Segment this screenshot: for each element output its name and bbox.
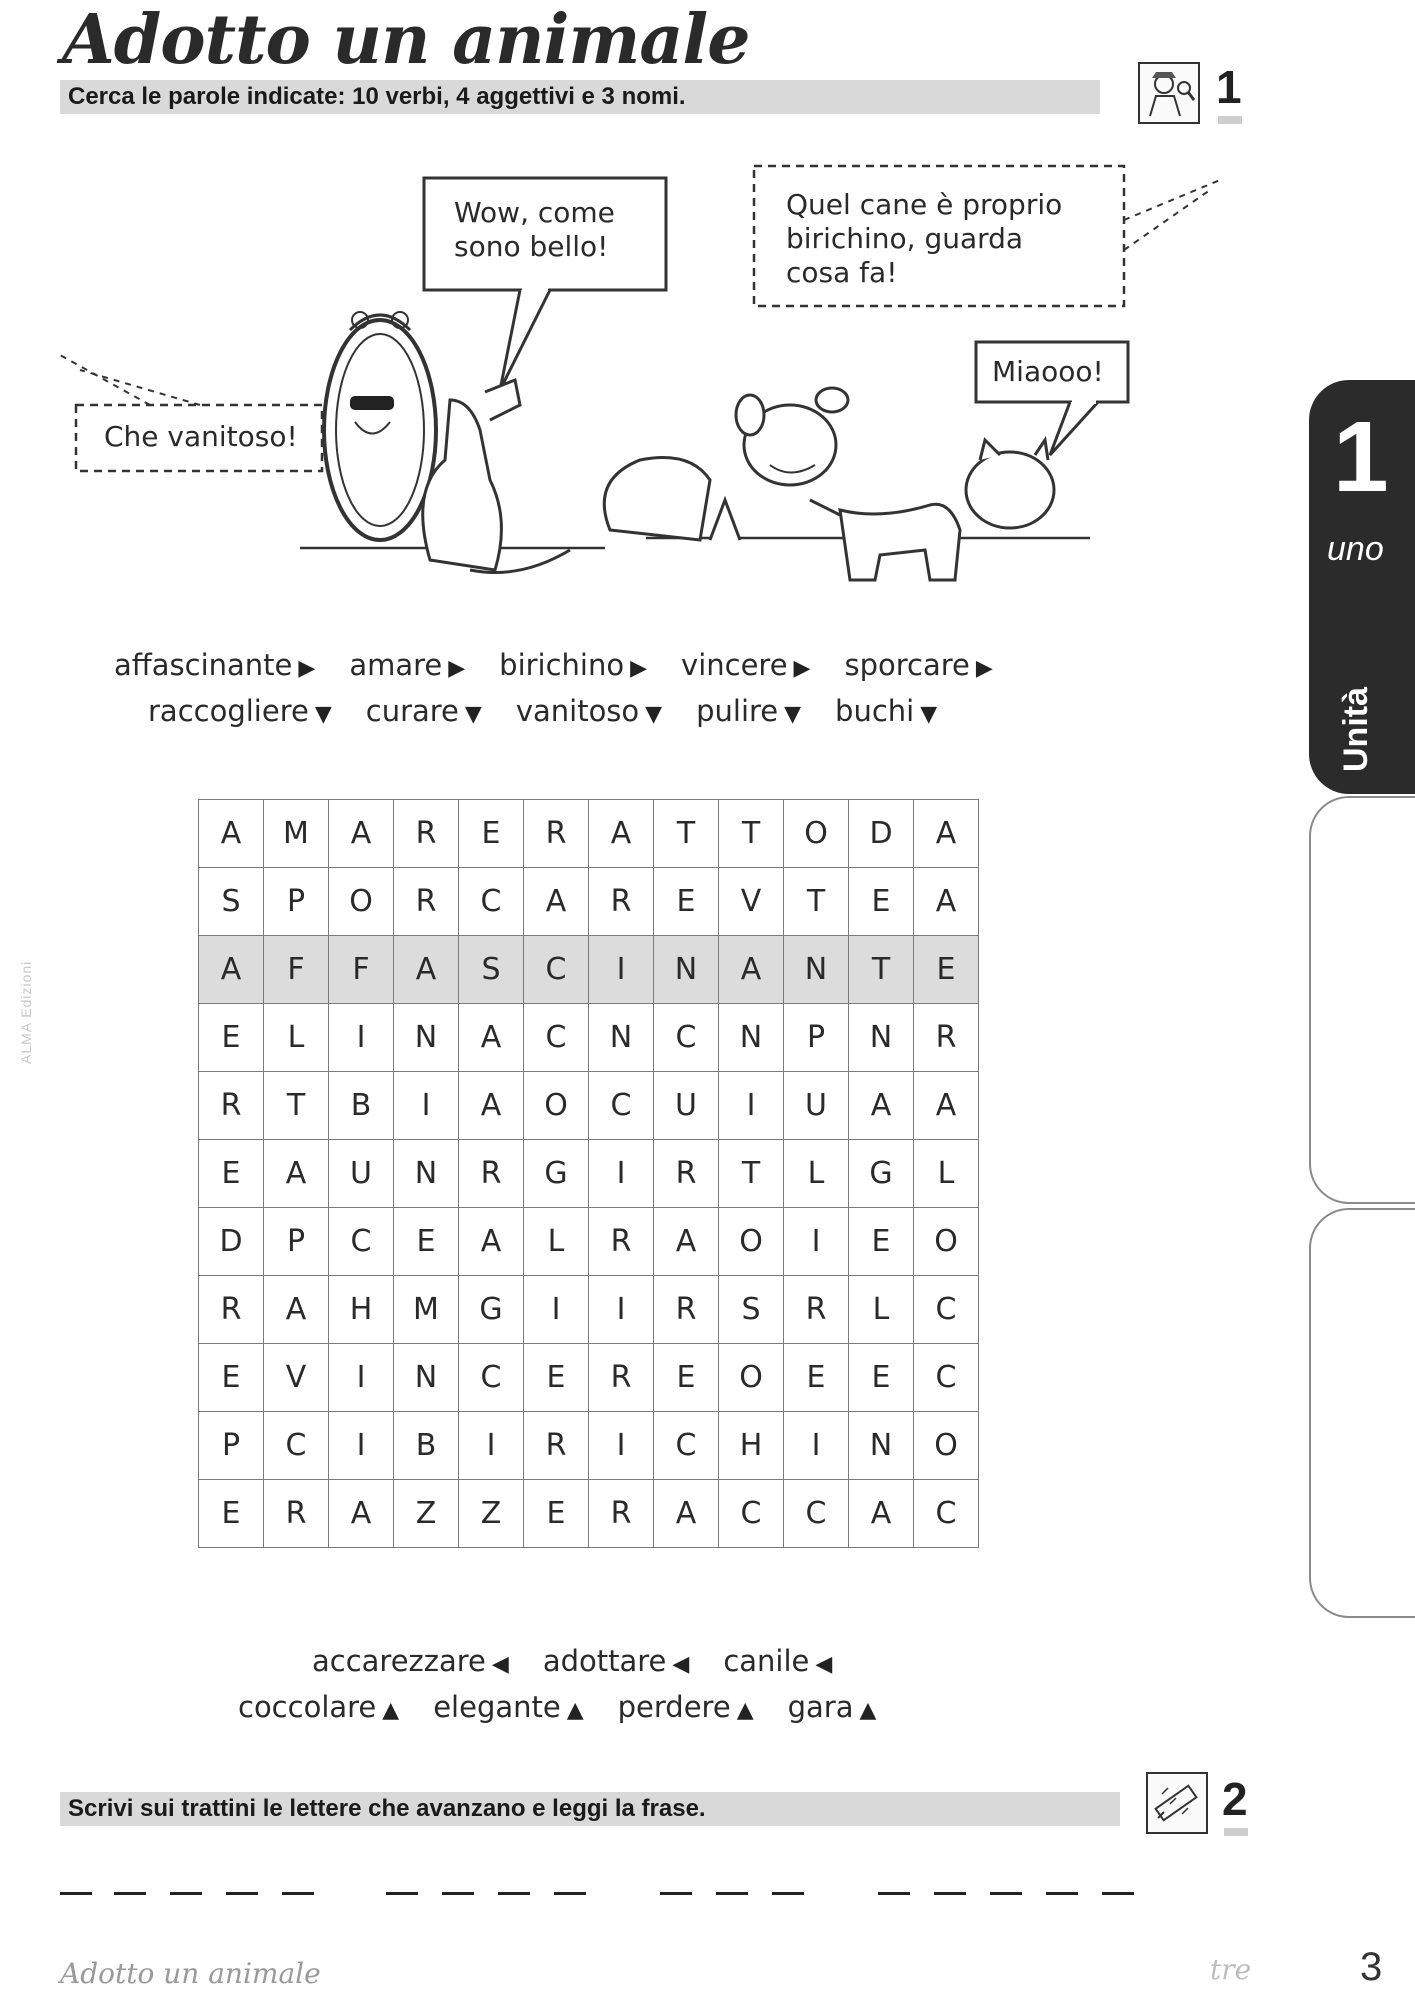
unit-tab-word: uno <box>1327 530 1384 568</box>
arrow-up-icon: ▲ <box>566 1698 584 1723</box>
arrow-left-icon: ◀ <box>491 1652 509 1677</box>
grid-cell[interactable]: F <box>264 936 329 1004</box>
grid-cell[interactable]: E <box>199 1004 264 1072</box>
grid-cell[interactable]: D <box>849 800 914 868</box>
grid-cell[interactable]: O <box>329 868 394 936</box>
grid-cell[interactable]: C <box>524 936 589 1004</box>
bubble-vain-text: Che vanitoso! <box>104 420 298 453</box>
grid-cell[interactable]: I <box>329 1344 394 1412</box>
grid-cell[interactable]: I <box>589 1412 654 1480</box>
grid-cell[interactable]: A <box>524 868 589 936</box>
grid-cell[interactable]: B <box>394 1412 459 1480</box>
arrow-up-icon: ▲ <box>736 1698 754 1723</box>
grid-row <box>199 1072 979 1140</box>
grid-cell[interactable]: I <box>589 1140 654 1208</box>
arrow-down-icon: ▼ <box>920 702 938 727</box>
arrow-right-icon: ▶ <box>298 656 316 681</box>
grid-cell[interactable]: A <box>914 800 979 868</box>
grid-cell[interactable]: H <box>719 1412 784 1480</box>
grid-cell[interactable]: A <box>849 1480 914 1548</box>
grid-cell[interactable]: O <box>784 800 849 868</box>
grid-cell[interactable]: N <box>849 1412 914 1480</box>
grid-row <box>199 1004 979 1072</box>
page-title: Adotto un animale <box>62 0 750 80</box>
grid-cell[interactable]: P <box>264 1208 329 1276</box>
answer-dash[interactable] <box>170 1892 202 1895</box>
grid-cell[interactable]: T <box>719 1140 784 1208</box>
grid-cell[interactable]: N <box>654 936 719 1004</box>
grid-cell[interactable]: R <box>589 1208 654 1276</box>
unit-tab-label: Unità <box>1337 687 1375 772</box>
word-curare: curare <box>365 694 459 728</box>
grid-cell[interactable]: R <box>589 1480 654 1548</box>
grid-cell[interactable]: E <box>849 1344 914 1412</box>
grid-cell[interactable]: A <box>199 800 264 868</box>
grid-cell[interactable]: C <box>329 1208 394 1276</box>
bubble-dog-text: Quel cane è proprio birichino, guarda cosa fa! <box>786 188 1063 289</box>
grid-cell[interactable]: T <box>654 800 719 868</box>
grid-cell[interactable]: N <box>589 1004 654 1072</box>
grid-cell[interactable]: L <box>784 1140 849 1208</box>
word-buchi: buchi <box>835 694 915 728</box>
word-vincere: vincere <box>681 648 788 682</box>
grid-cell[interactable]: N <box>849 1004 914 1072</box>
arrow-up-icon: ▲ <box>859 1698 877 1723</box>
grid-cell[interactable]: C <box>524 1004 589 1072</box>
grid-cell[interactable]: A <box>654 1208 719 1276</box>
grid-row <box>199 1344 979 1412</box>
grid-cell[interactable]: T <box>719 800 784 868</box>
grid-cell[interactable]: E <box>199 1480 264 1548</box>
arrow-left-icon: ◀ <box>672 1652 690 1677</box>
grid-cell[interactable]: I <box>329 1412 394 1480</box>
grid-cell[interactable]: L <box>914 1140 979 1208</box>
grid-cell[interactable]: E <box>784 1344 849 1412</box>
grid-cell[interactable]: I <box>329 1004 394 1072</box>
grid-cell[interactable]: G <box>459 1276 524 1344</box>
grid-cell[interactable]: E <box>654 868 719 936</box>
grid-cell[interactable]: R <box>394 800 459 868</box>
word-pulire: pulire <box>696 694 779 728</box>
grid-cell[interactable]: R <box>914 1004 979 1072</box>
grid-cell[interactable]: A <box>264 1276 329 1344</box>
grid-cell[interactable]: A <box>589 800 654 868</box>
grid-cell[interactable]: R <box>654 1140 719 1208</box>
grid-cell[interactable]: R <box>524 800 589 868</box>
grid-cell[interactable]: N <box>784 936 849 1004</box>
grid-cell[interactable]: C <box>264 1412 329 1480</box>
grid-cell[interactable]: R <box>394 868 459 936</box>
unit-tab-number: 1 <box>1333 401 1389 513</box>
grid-row <box>199 936 979 1004</box>
grid-cell[interactable]: L <box>849 1276 914 1344</box>
grid-cell[interactable]: I <box>719 1072 784 1140</box>
arrow-up-icon: ▲ <box>382 1698 400 1723</box>
word-raccogliere: raccogliere <box>148 694 309 728</box>
grid-cell[interactable]: R <box>459 1140 524 1208</box>
answer-dash[interactable] <box>498 1892 530 1895</box>
grid-cell[interactable]: N <box>394 1140 459 1208</box>
grid-cell[interactable]: N <box>719 1004 784 1072</box>
grid-row <box>199 800 979 868</box>
grid-cell[interactable]: T <box>784 868 849 936</box>
grid-cell[interactable]: E <box>524 1480 589 1548</box>
grid-cell[interactable]: V <box>719 868 784 936</box>
word-search-grid <box>198 799 979 1548</box>
grid-cell[interactable]: P <box>784 1004 849 1072</box>
answer-dash[interactable] <box>934 1892 966 1895</box>
bubble-cat-text: Miaooo! <box>992 355 1104 388</box>
exercise-2-number-bar <box>1224 1828 1248 1836</box>
grid-cell[interactable]: M <box>394 1276 459 1344</box>
exercise-2-instruction: Scrivi sui trattini le lettere che avanzano e leggi la frase. <box>60 1792 1120 1826</box>
grid-cell[interactable]: E <box>524 1344 589 1412</box>
grid-cell[interactable]: R <box>524 1412 589 1480</box>
grid-cell[interactable]: C <box>914 1344 979 1412</box>
grid-cell[interactable]: A <box>459 1208 524 1276</box>
answer-dash[interactable] <box>226 1892 258 1895</box>
pencil-icon <box>1146 1772 1208 1834</box>
word-gara: gara <box>787 1690 854 1724</box>
grid-cell[interactable]: A <box>329 1480 394 1548</box>
grid-cell[interactable]: P <box>199 1412 264 1480</box>
grid-cell[interactable]: I <box>784 1208 849 1276</box>
grid-cell[interactable]: E <box>914 936 979 1004</box>
grid-cell[interactable]: L <box>264 1004 329 1072</box>
footer-title: Adotto un animale <box>60 1957 321 1990</box>
word-adottare: adottare <box>542 1644 667 1678</box>
grid-cell[interactable]: A <box>264 1140 329 1208</box>
answer-dash[interactable] <box>60 1892 92 1895</box>
grid-cell[interactable]: L <box>524 1208 589 1276</box>
word-list-bottom-row2 <box>238 1690 910 1724</box>
grid-cell[interactable]: I <box>589 1276 654 1344</box>
grid-cell[interactable]: E <box>849 1208 914 1276</box>
grid-cell[interactable]: I <box>459 1412 524 1480</box>
grid-cell[interactable]: C <box>914 1480 979 1548</box>
word-amare: amare <box>349 648 443 682</box>
arrow-right-icon: ▶ <box>630 656 648 681</box>
grid-cell[interactable]: C <box>459 1344 524 1412</box>
grid-cell[interactable]: P <box>264 868 329 936</box>
grid-cell[interactable]: R <box>784 1276 849 1344</box>
grid-cell[interactable]: N <box>394 1344 459 1412</box>
grid-cell[interactable]: O <box>914 1412 979 1480</box>
answer-dash[interactable] <box>282 1892 314 1895</box>
page-number: 3 <box>1360 1945 1383 1989</box>
mirror <box>324 312 436 540</box>
answer-dash[interactable] <box>386 1892 418 1895</box>
grid-cell[interactable]: R <box>589 1344 654 1412</box>
answer-dash[interactable] <box>1102 1892 1134 1895</box>
word-list-top-row2 <box>148 694 971 728</box>
grid-cell[interactable]: I <box>784 1412 849 1480</box>
arrow-down-icon: ▼ <box>784 702 802 727</box>
grid-cell[interactable]: S <box>199 868 264 936</box>
grid-cell[interactable]: A <box>849 1072 914 1140</box>
exercise-1-instruction: Cerca le parole indicate: 10 verbi, 4 aggettivi e 3 nomi. <box>60 80 1100 114</box>
grid-cell[interactable]: V <box>264 1344 329 1412</box>
arrow-down-icon: ▼ <box>464 702 482 727</box>
grid-cell[interactable]: U <box>784 1072 849 1140</box>
grid-cell[interactable]: E <box>849 868 914 936</box>
dog-mirror <box>423 380 570 573</box>
arrow-right-icon: ▶ <box>448 656 466 681</box>
grid-cell[interactable]: Z <box>459 1480 524 1548</box>
grid-cell[interactable]: B <box>329 1072 394 1140</box>
grid-cell[interactable]: A <box>914 868 979 936</box>
grid-cell[interactable]: R <box>589 868 654 936</box>
empty-tab-2[interactable] <box>1309 1208 1415 1618</box>
grid-cell[interactable]: E <box>199 1140 264 1208</box>
grid-cell[interactable]: E <box>654 1344 719 1412</box>
arrow-right-icon: ▶ <box>975 656 993 681</box>
grid-cell[interactable]: C <box>459 868 524 936</box>
grid-cell[interactable]: I <box>394 1072 459 1140</box>
grid-cell[interactable]: T <box>849 936 914 1004</box>
grid-cell[interactable]: A <box>719 936 784 1004</box>
answer-dash[interactable] <box>554 1892 586 1895</box>
grid-cell[interactable]: H <box>329 1276 394 1344</box>
grid-cell[interactable]: F <box>329 936 394 1004</box>
grid-cell[interactable]: A <box>654 1480 719 1548</box>
grid-cell[interactable]: C <box>654 1004 719 1072</box>
answer-dash[interactable] <box>442 1892 474 1895</box>
word-elegante: elegante <box>433 1690 561 1724</box>
answer-dash[interactable] <box>114 1892 146 1895</box>
grid-cell[interactable]: Z <box>394 1480 459 1548</box>
arrow-left-icon: ◀ <box>815 1652 833 1677</box>
grid-cell[interactable]: A <box>329 800 394 868</box>
grid-cell[interactable]: E <box>459 800 524 868</box>
grid-cell[interactable]: N <box>394 1004 459 1072</box>
word-coccolare: coccolare <box>238 1690 377 1724</box>
grid-cell[interactable]: T <box>264 1072 329 1140</box>
grid-cell[interactable]: O <box>719 1344 784 1412</box>
arrow-right-icon: ▶ <box>793 656 811 681</box>
grid-row <box>199 1480 979 1548</box>
dog-cat-scene <box>604 388 1054 580</box>
grid-row <box>199 1276 979 1344</box>
grid-cell[interactable]: R <box>199 1072 264 1140</box>
grid-cell[interactable]: M <box>264 800 329 868</box>
grid-cell[interactable]: G <box>524 1140 589 1208</box>
grid-cell[interactable]: C <box>914 1276 979 1344</box>
grid-cell[interactable]: E <box>394 1208 459 1276</box>
grid-cell[interactable]: C <box>654 1412 719 1480</box>
grid-cell[interactable]: C <box>719 1480 784 1548</box>
grid-row <box>199 1412 979 1480</box>
word-list-top-row1 <box>114 648 1027 682</box>
grid-cell[interactable]: A <box>459 1004 524 1072</box>
word-sporcare: sporcare <box>844 648 970 682</box>
exercise-1-number: 1 <box>1216 61 1242 113</box>
answer-dash[interactable] <box>772 1892 804 1895</box>
word-birichino: birichino <box>499 648 625 682</box>
answer-dash[interactable] <box>716 1892 748 1895</box>
grid-cell[interactable]: R <box>654 1276 719 1344</box>
grid-cell[interactable]: C <box>784 1480 849 1548</box>
grid-cell[interactable]: S <box>459 936 524 1004</box>
grid-cell[interactable]: S <box>719 1276 784 1344</box>
word-list-bottom-row1 <box>312 1644 866 1678</box>
grid-cell[interactable]: O <box>524 1072 589 1140</box>
empty-tab-1[interactable] <box>1309 796 1415 1204</box>
word-perdere: perdere <box>617 1690 731 1724</box>
grid-cell[interactable]: U <box>329 1140 394 1208</box>
grid-cell[interactable]: R <box>264 1480 329 1548</box>
word-accarezzare: accarezzare <box>312 1644 486 1678</box>
footer-page-word: tre <box>1210 1953 1252 1986</box>
grid-cell[interactable]: G <box>849 1140 914 1208</box>
grid-cell[interactable]: O <box>719 1208 784 1276</box>
grid-row <box>199 1140 979 1208</box>
grid-cell[interactable]: A <box>199 936 264 1004</box>
answer-dash[interactable] <box>660 1892 692 1895</box>
grid-cell[interactable]: C <box>589 1072 654 1140</box>
word-vanitoso: vanitoso <box>515 694 640 728</box>
bubble-mirror-text: Wow, come sono bello! <box>454 196 615 263</box>
answer-dash[interactable] <box>990 1892 1022 1895</box>
exercise-2-number: 2 <box>1222 1773 1248 1825</box>
word-canile: canile <box>723 1644 810 1678</box>
grid-row <box>199 868 979 936</box>
grid-row <box>199 1208 979 1276</box>
grid-cell[interactable]: R <box>199 1276 264 1344</box>
grid-cell[interactable]: D <box>199 1208 264 1276</box>
grid-cell[interactable]: I <box>589 936 654 1004</box>
grid-cell[interactable]: O <box>914 1208 979 1276</box>
grid-cell[interactable]: A <box>394 936 459 1004</box>
grid-cell[interactable]: A <box>459 1072 524 1140</box>
publisher-credit: ALMA Edizioni <box>18 960 34 1064</box>
unit-tab[interactable] <box>1309 380 1415 794</box>
exercise-1-number-bar <box>1218 116 1242 124</box>
arrow-down-icon: ▼ <box>645 702 663 727</box>
detective-icon <box>1138 62 1200 124</box>
grid-cell[interactable]: U <box>654 1072 719 1140</box>
word-affascinante: affascinante <box>114 648 293 682</box>
grid-cell[interactable]: E <box>199 1344 264 1412</box>
grid-cell[interactable]: I <box>524 1276 589 1344</box>
grid-cell[interactable]: A <box>914 1072 979 1140</box>
arrow-down-icon: ▼ <box>314 702 332 727</box>
answer-dash[interactable] <box>1046 1892 1078 1895</box>
answer-dash[interactable] <box>878 1892 910 1895</box>
